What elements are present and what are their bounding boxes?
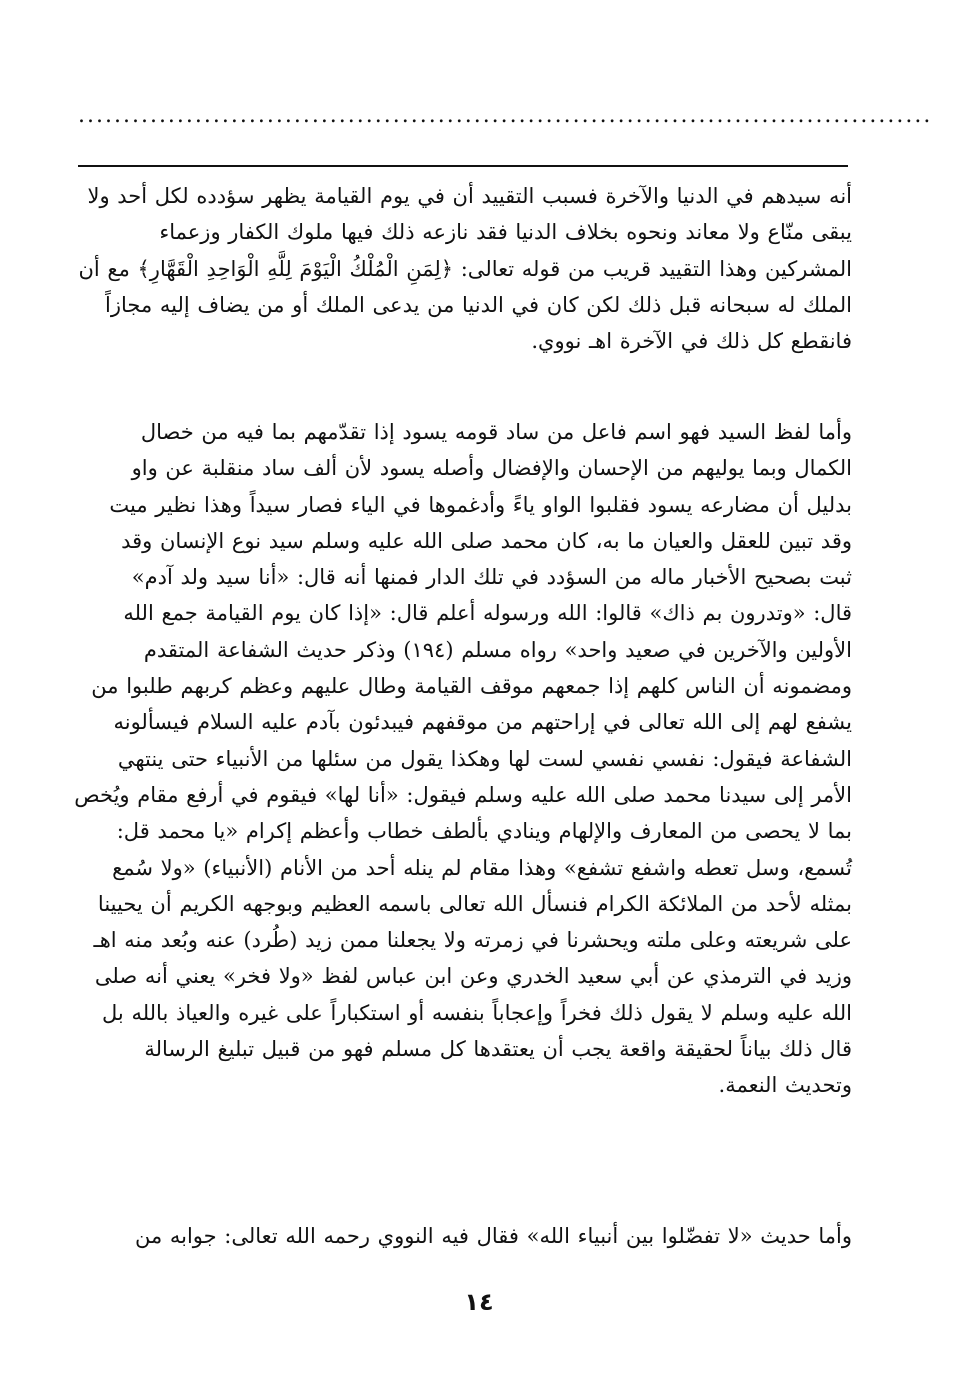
text-line: بدليل أن مضارعه يسود فقلبوا الواو ياءً وأدغموها في الياء فصار سيداً وهذا نظير ميت	[109, 492, 852, 517]
text-line: ومضمونه أن الناس كلهم إذا جمعهم موقف القيامة وطال عليهم وعظم كربهم طلبوا من	[91, 674, 852, 699]
paragraph-3	[76, 1218, 852, 1254]
footnote-dotted-separator: ...............................................................................................	[78, 103, 933, 128]
text-line: المشركين وهذا التقييد قريب من قوله تعالى: ﴿لِمَنِ الْمُلْكُ الْيَوْمَ لِلَّهِ الْوَاحِدِ الْقَهَّارِ﴾ مع أن	[78, 256, 852, 281]
text-line: وتحديث النعمة.	[718, 1073, 852, 1098]
text-line: الكمال وبما يوليهم من الإحسان والإفضال وأصله يسود لأن ألف ساد منقلبة عن واو	[131, 456, 852, 481]
text-line: الأولين والآخرين في صعيد واحد» رواه مسلم (١٩٤) وذكر حديث الشفاعة المتقدم	[143, 637, 852, 662]
text-line: وأما لفظ السيد فهو اسم فاعل من ساد قومه يسود إذا تقدّمهم بما فيه من خصال	[140, 420, 852, 444]
text-line: الشفاعة فيقول: نفسي نفسي لست لها وهكذا يقول من سئلها من الأنبياء حتى ينتهي	[117, 746, 852, 771]
horizontal-rule	[78, 165, 848, 167]
text-line: الملك له سبحانه قبل ذلك لكن كان في الدنيا من يدعى الملك أو من يضاف إليه مجازاً	[105, 292, 852, 317]
text-line: يشفع لهم إلى الله تعالى في إراحتهم من موقفهم فيبدئون بآدم عليه السلام فيسألونه	[113, 710, 852, 735]
text-line: على شريعته وعلى ملته ويحشرنا في زمرته ولا يجعلنا ممن زيد (طُرد) عنه وبُعد منه اهـ	[93, 928, 852, 953]
text-line: يبقى منّاع ولا معاند ونحوه بخلاف الدنيا فقد نازعه ذلك فيها ملوك الكفار وزعماء	[159, 220, 852, 245]
text-line: أنه سيدهم في الدنيا والآخرة فسبب التقييد أن في يوم القيامة يظهر سؤدده لكل أحد ولا	[87, 184, 852, 208]
text-line: بمثله لأحد من الملائكة الكرام فنسأل الله تعالى باسمه العظيم وبوجهه الكريم أن يحيينا	[97, 891, 852, 916]
text-line: وأما حديث «لا تفضّلوا بين أنبياء الله» فقال فيه النووي رحمه الله تعالى: جوابه من	[134, 1224, 852, 1248]
paragraph-2	[76, 414, 852, 1104]
text-line: الأمر إلى سيدنا محمد صلى الله عليه وسلم فيقول: «أنا لها» فيقوم في أرفع مقام ويُخص	[74, 782, 852, 807]
text-line: بما لا يحصى من المعارف والإلهام وينادي بألطف خطاب وأعظم إكرام «يا محمد قل:	[116, 819, 852, 844]
text-line: الله عليه وسلم لا يقول ذلك فخراً وإعجاباً بنفسه أو استكباراً على غيره والعياذ بالله بل	[102, 1000, 852, 1025]
text-line: وقد تبين للعقل والعيان ما به، كان محمد صلى الله عليه وسلم سيد نوع الإنسان وقد	[121, 528, 852, 553]
text-line: قال: «وتدرون بم ذاك» قالوا: الله ورسوله أعلم قال: «إذا كان يوم القيامة جمع الله	[123, 601, 852, 626]
text-line: تُسمع، وسل تعطه واشفع تشفع» وهذا مقام لم ينله أحد من الأنام (الأنبياء) «ولا سُمع	[112, 855, 852, 880]
page-number: ١٤	[464, 1288, 494, 1316]
paragraph-1	[76, 178, 852, 359]
text-line: فانقطع كل ذلك في الآخرة اهـ نووي.	[531, 329, 852, 354]
text-line: قال ذلك بياناً لحقيقة واقعة يجب أن يعتقدها كل مسلم فهو من قبيل تبليغ الرسالة	[144, 1037, 852, 1062]
text-line: ثبت بصحيح الأخبار ماله من السؤدد في تلك الدار فمنها أنه قال: «أنا سيد ولد آدم»	[131, 565, 852, 590]
text-line: وزيد في الترمذي عن أبي سعيد الخدري وعن ابن عباس لفظ «ولا فخر» يعني أنه صلى	[94, 964, 852, 989]
